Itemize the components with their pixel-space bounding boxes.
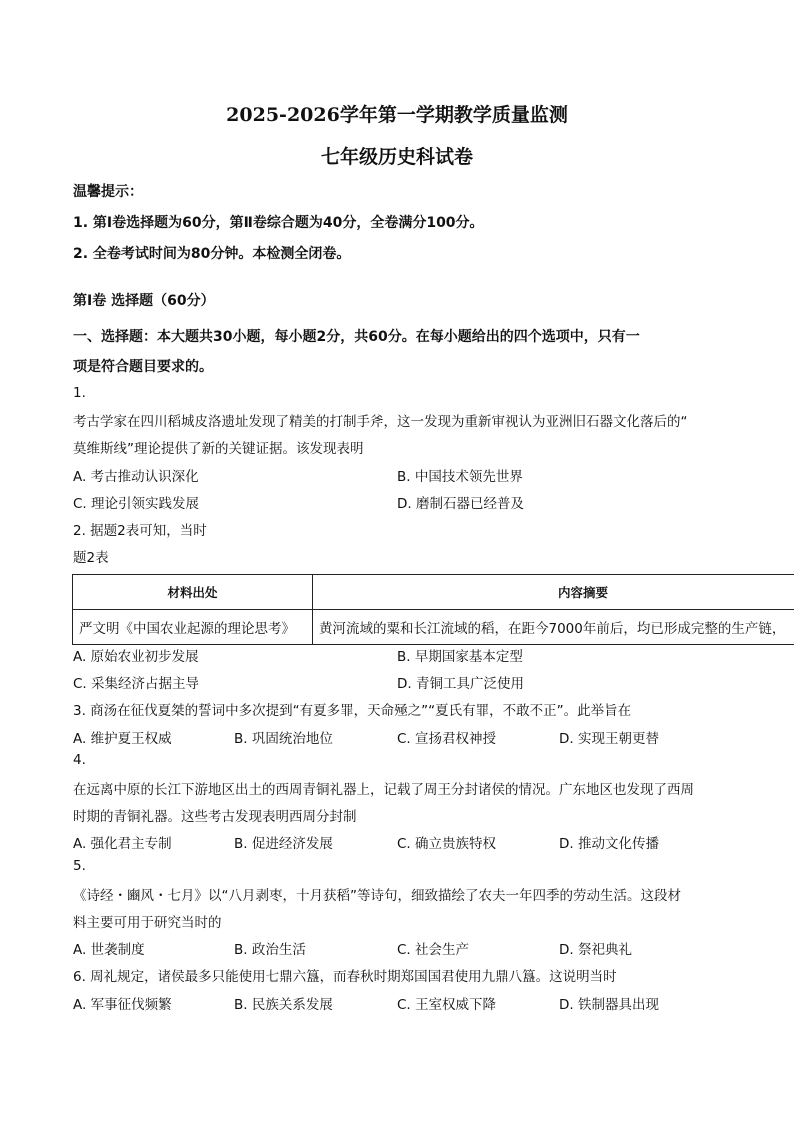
question-number: 1. <box>73 385 86 401</box>
section-instruction: 项是符合题目要求的。 <box>73 359 213 375</box>
table-row <box>73 610 794 645</box>
option-d: D. 铁制器具出现 <box>559 997 659 1013</box>
option-d: D. 祭祀典礼 <box>559 942 632 958</box>
option-c: C. 理论引领实践发展 <box>73 496 200 512</box>
question-stem: 考古学家在四川稻城皮洛遗址发现了精美的打制手斧，这一发现为重新审视认为亚洲旧石器文化落后的“ <box>73 414 688 430</box>
option-b: B. 民族关系发展 <box>234 997 333 1013</box>
option-b: B. 巩固统治地位 <box>234 731 333 747</box>
option-a: A. 考古推动认识深化 <box>73 469 199 485</box>
table-cell: 严文明《中国农业起源的理论思考》 <box>73 610 313 645</box>
option-d: D. 推动文化传播 <box>559 836 659 852</box>
question-stem: 莫维斯线”理论提供了新的关键证据。该发现表明 <box>73 441 364 457</box>
question-stem: 在远离中原的长江下游地区出土的西周青铜礼器上，记载了周王分封诸侯的情况。广东地区也发现了西周 <box>73 782 694 798</box>
option-b: B. 中国技术领先世界 <box>397 469 523 485</box>
tip-item: 1. 第Ⅰ卷选择题为60分，第Ⅱ卷综合题为40分，全卷满分100分。 <box>73 215 484 231</box>
option-d: D. 实现王朝更替 <box>559 731 659 747</box>
table-caption: 题2表 <box>73 550 109 566</box>
question-stem: 2. 据题2表可知，当时 <box>73 523 207 539</box>
table-cell: 黄河流域的粟和长江流域的稻，在距今7000年前后，均已形成完整的生产链， <box>313 610 794 645</box>
option-b: B. 政治生活 <box>234 942 306 958</box>
question-stem: 6. 周礼规定，诸侯最多只能使用七鼎六簋，而春秋时期郑国国君使用九鼎八簋。这说明当时 <box>73 969 617 985</box>
source-table <box>72 574 794 645</box>
question-stem: 时期的青铜礼器。这些考古发现表明西周分封制 <box>73 809 357 825</box>
question-stem: 《诗经・豳风・七月》以“八月剥枣，十月获稻”等诗句，细致描绘了农夫一年四季的劳动生活。这段材 <box>73 888 681 904</box>
option-d: D. 青铜工具广泛使用 <box>397 676 524 692</box>
section-instruction: 一、选择题：本大题共30小题，每小题2分，共60分。在每小题给出的四个选项中，只有一 <box>73 329 640 345</box>
tip-item: 2. 全卷考试时间为80分钟。本检测全闭卷。 <box>73 246 351 262</box>
option-c: C. 王室权威下降 <box>397 997 497 1013</box>
option-a: A. 原始农业初步发展 <box>73 649 199 665</box>
option-a: A. 军事征伐频繁 <box>73 997 172 1013</box>
question-stem: 料主要可用于研究当时的 <box>73 915 222 931</box>
question-stem: 3. 商汤在征伐夏桀的誓词中多次提到“有夏多罪，天命殛之”“夏氏有罪，不敢不正”。此举旨在 <box>73 703 632 719</box>
exam-title: 2025-2026学年第一学期教学质量监测 <box>226 104 568 126</box>
option-c: C. 社会生产 <box>397 942 470 958</box>
table-header: 内容摘要 <box>313 575 794 610</box>
option-c: C. 宣扬君权神授 <box>397 731 497 747</box>
option-b: B. 早期国家基本定型 <box>397 649 523 665</box>
table-header: 材料出处 <box>73 575 313 610</box>
table-header-row <box>73 575 794 610</box>
option-a: A. 强化君主专制 <box>73 836 172 852</box>
tips-heading: 温馨提示： <box>73 184 143 200</box>
option-a: A. 维护夏王权威 <box>73 731 172 747</box>
exam-subtitle: 七年级历史科试卷 <box>320 146 473 168</box>
question-number: 4. <box>73 752 86 768</box>
option-d: D. 磨制石器已经普及 <box>397 496 524 512</box>
option-c: C. 确立贵族特权 <box>397 836 497 852</box>
section-title: 第Ⅰ卷 选择题（60分） <box>73 293 215 309</box>
option-a: A. 世袭制度 <box>73 942 145 958</box>
option-b: B. 促进经济发展 <box>234 836 333 852</box>
question-number: 5. <box>73 858 86 874</box>
option-c: C. 采集经济占据主导 <box>73 676 200 692</box>
